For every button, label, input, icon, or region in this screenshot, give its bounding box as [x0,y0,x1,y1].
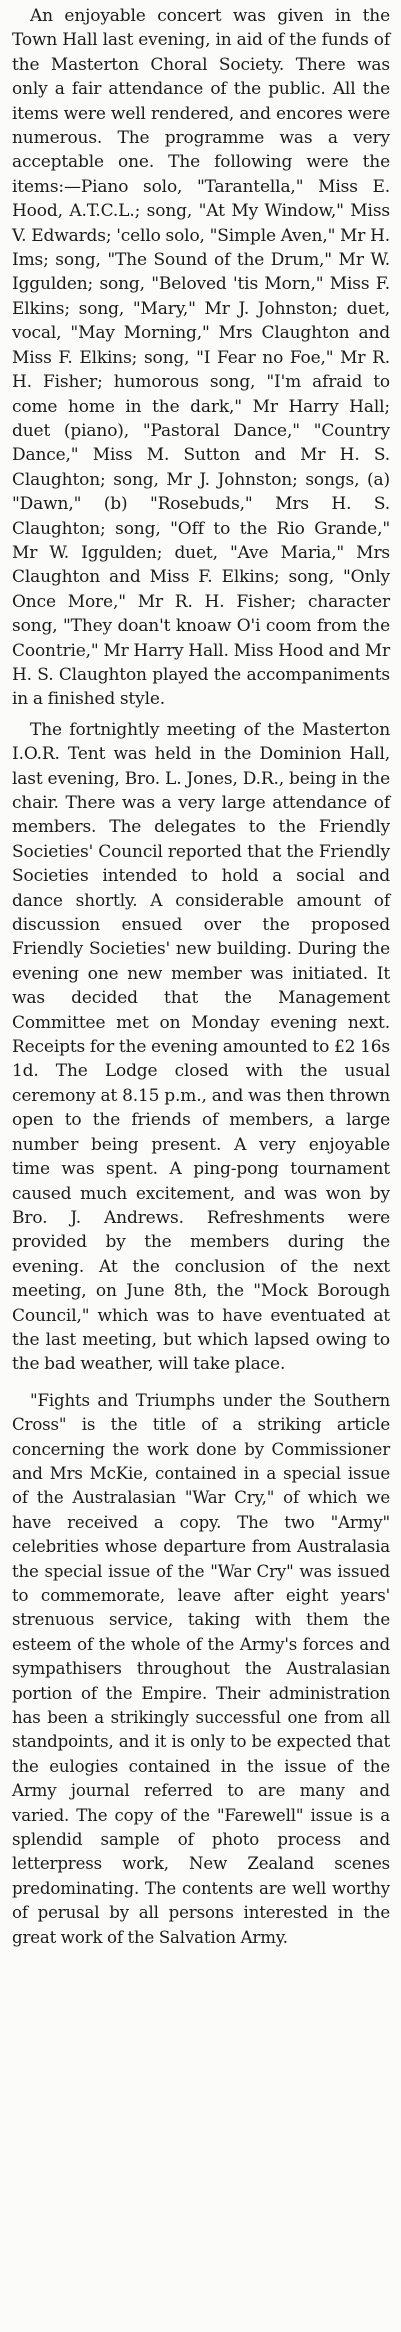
war-cry-paragraph: "Fights and Triumphs under the Southern Cross" is the title of a striking article concerning the work done by Commissioner and Mrs McKie, contained in a special issue of the Australasian "War Cry," of which we have received a copy. The two "Army" celebrities whose departure from Australasia the special issue of the "War Cry" was issued to commemorate, leave after eight years' strenuous service, taking with them the esteem of the whole of the Army's forces and sympathisers throughout the Australasian portion of the Empire. Their administration has been a strikingly successful one from all standpoints, and it is only to be expected that the eulogies contained in the issue of the Army journal referred to are many and varied. The copy of the "Farewell" issue is a splendid sample of photo process and letterpress work, New Zealand scenes predominating. The contents are well worthy of perusal by all persons interested in the great work of the Salvation Army. [12,1390,390,1947]
concert-paragraph: An enjoyable concert was given in the Town Hall last evening, in aid of the funds of the Masterton Choral Society. There was only a fair attendance of the public. All the items were well rendered, and encores were numerous. The programme was a very acceptable one. The following were the items:—Piano solo, "Tarantella," Miss E. Hood, A.T.C.L.; song, "At My Window," Miss V. Edwards; 'cello solo, "Simple Aven," Mr H. Ims; song, "The Sound of the Drum," Mr W. Iggulden; song, "Beloved 'tis Morn," Miss F. Elkins; song, "Mary," Mr J. Johnston; duet, vocal, "May Morning," Mrs Claughton and Miss F. Elkins; song, "I Fear no Foe," Mr R. H. Fisher; humorous song, "I'm afraid to come home in the dark," Mr Harry Hall; duet (piano), "Pastoral Dance," "Country Dance," Miss M. Sutton and Mr H. S. Claughton; song, Mr J. Johnston; songs, (a) "Dawn," (b) "Rosebuds," Mrs H. S. Claughton; song, "Off to the Rio Grande," Mr W. Iggulden; duet, "Ave Maria," Mrs Claughton and Miss F. Elkins; song, "Only Once More," Mr R. H. Fisher; character song, "They doan't knoaw O'i coom from the Coontrie," Mr Harry Hall. Miss Hood and Mr H. S. Claughton played the accompaniments in a finished style. [12,6,390,710]
ior-tent-meeting-paragraph: The fortnightly meeting of the Masterton I.O.R. Tent was held in the Dominion Hall, last evening, Bro. L. Jones, D.R., being in the chair. There was a very large attendance of members. The delegates to the Friendly Societies' Council reported that the Friendly Societies intended to hold a social and dance shortly. A considerable amount of discussion ensued over the proposed Friendly Societies' new building. During the evening one new member was initiated. It was decided that the Management Committee met on Monday evening next. Receipts for the evening amounted to £2 16s 1d. The Lodge closed with the usual ceremony at 8.15 p.m., and was then thrown open to the friends of members, a large number being present. A very enjoyable time was spent. A ping-pong tournament caused much excitement, and was won by Bro. J. Andrews. Refreshments were provided by the members during the evening. At the conclusion of the next meeting, on June 8th, the "Mock Borough Council," which was to have eventuated at the last meeting, but which lapsed owing to the bad weather, will take place. [12,719,390,1375]
